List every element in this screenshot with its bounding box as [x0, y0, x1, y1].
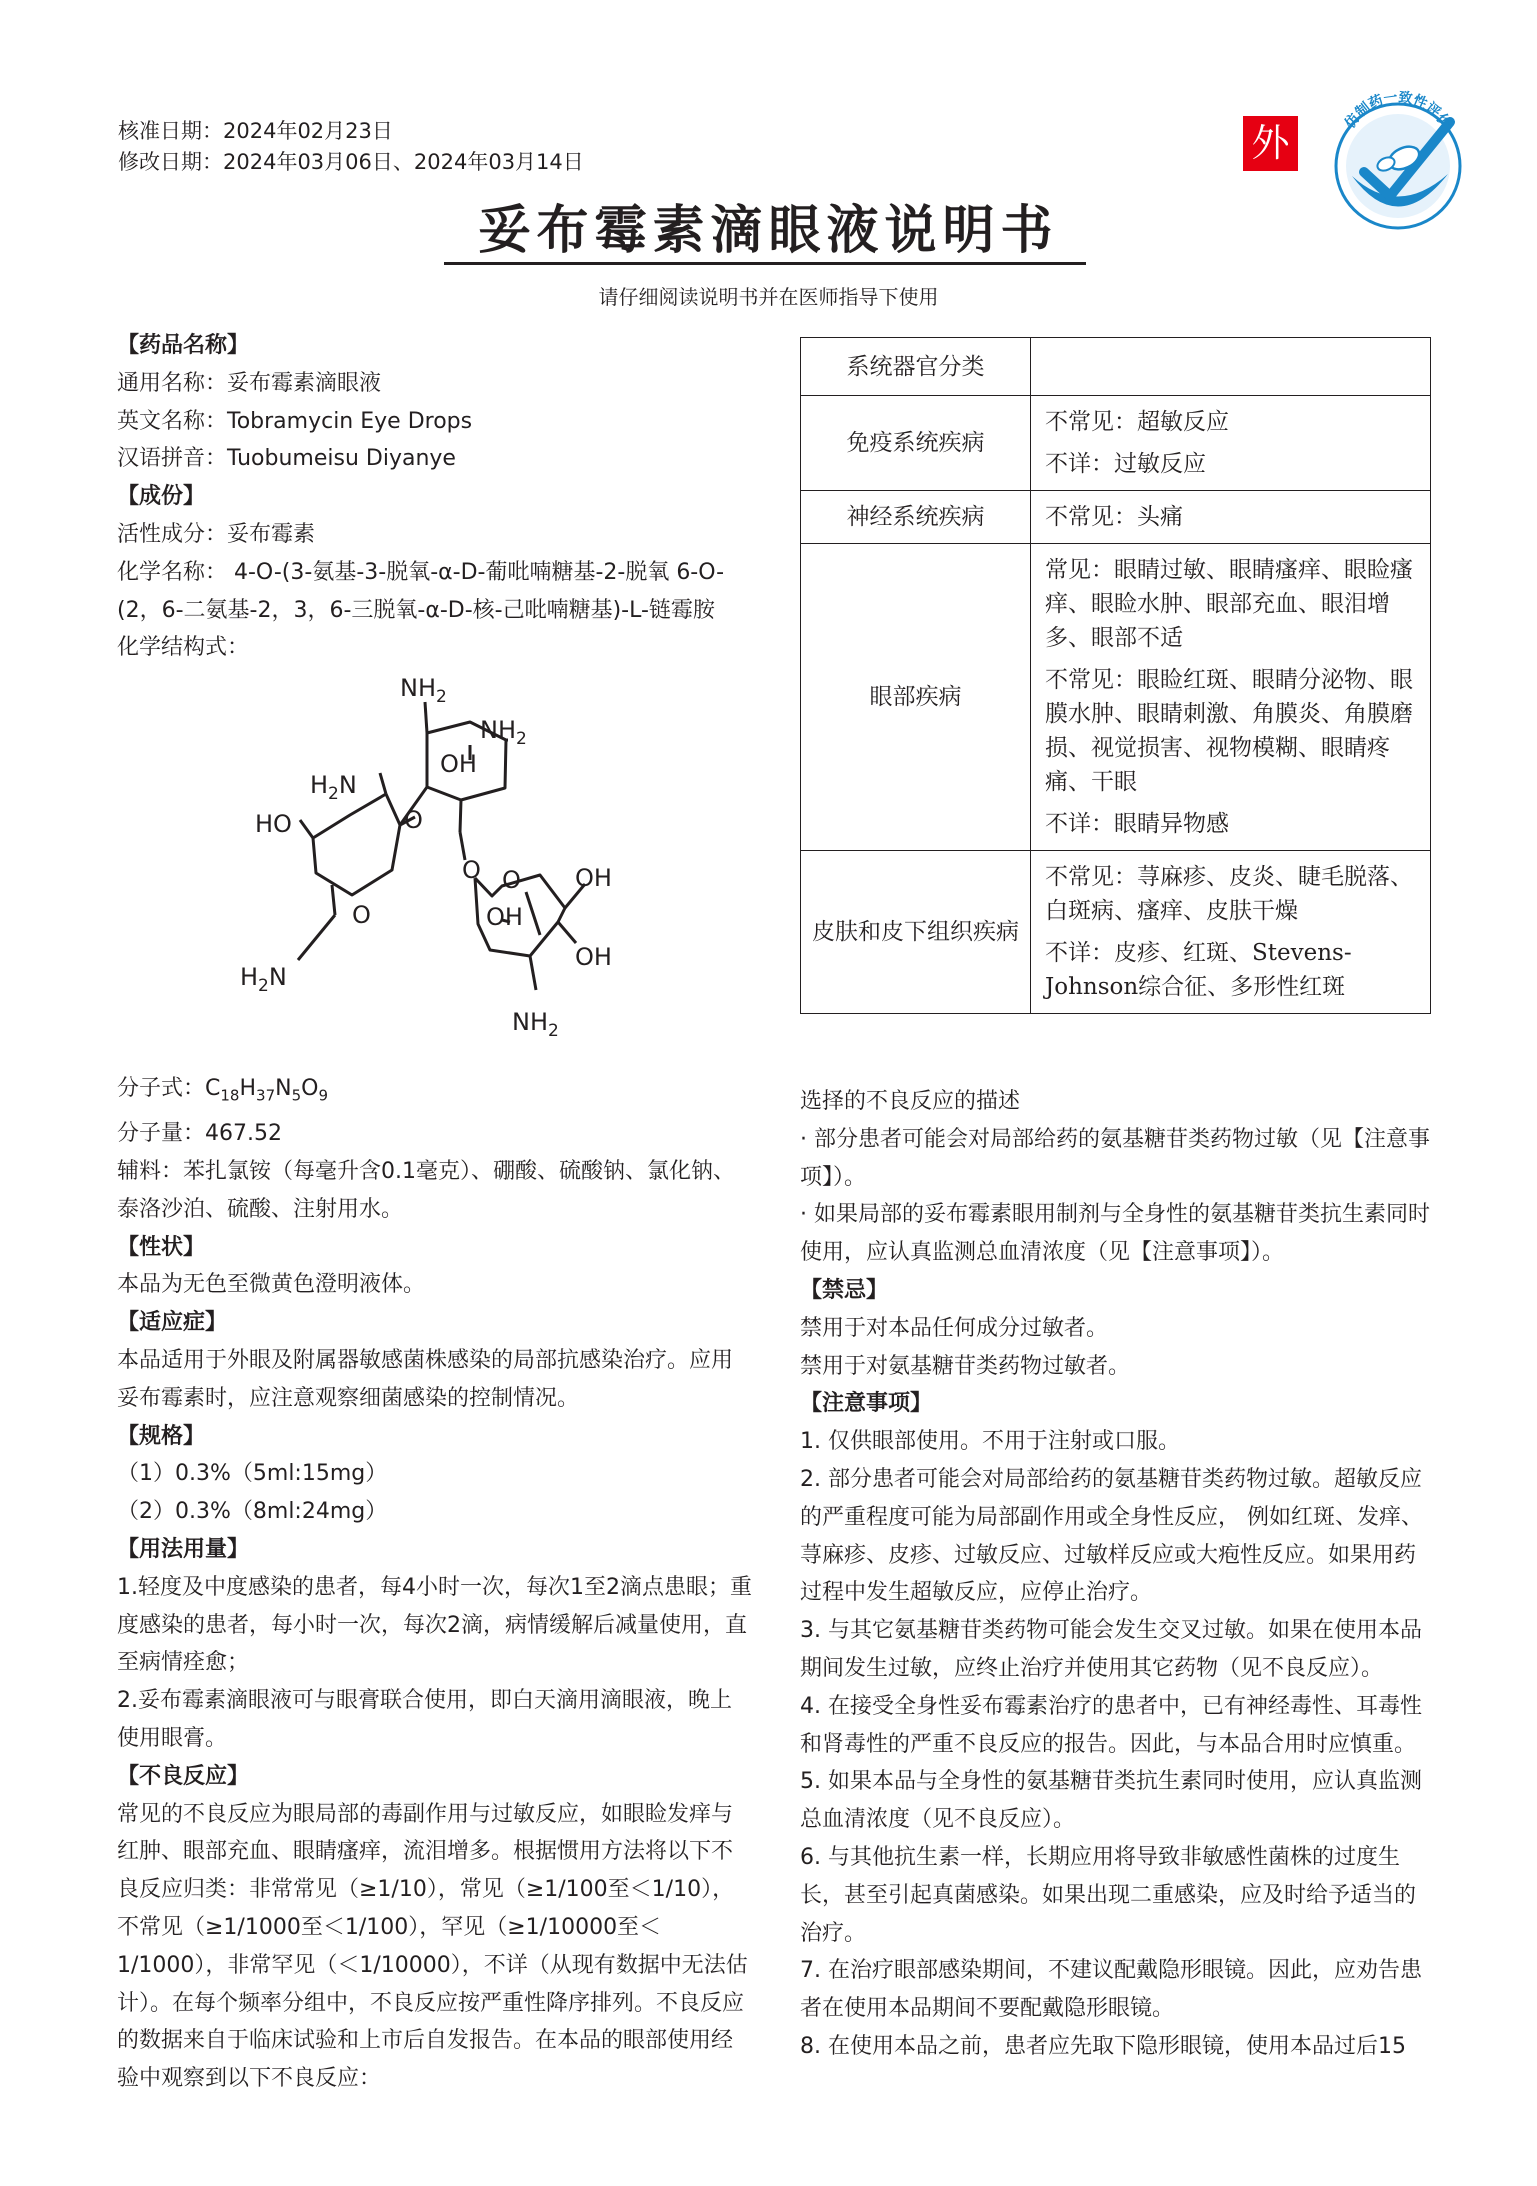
reaction-entry: 不常见：头痛 [1045, 504, 1183, 530]
svg-text:O: O [462, 856, 481, 884]
indications-text: 本品适用于外眼及附属器敏感菌株感染的局部抗感染治疗。应用妥布霉素时，应注意观察细菌感染的控制情况。 [117, 1347, 734, 1411]
precaution-item: 5. 如果本品与全身性的氨基糖苷类抗生素同时使用，应认真监测总血清浓度（见不良反应）。 [800, 1769, 1422, 1833]
precaution-item: 4. 在接受全身性妥布霉素治疗的患者中，已有神经毒性、耳毒性和肾毒性的严重不良反应的报告。因此，与本品合用时应慎重。 [800, 1693, 1422, 1757]
reaction-list [1031, 396, 1431, 491]
table-row [801, 491, 1431, 544]
left-column-bottom [117, 1070, 752, 2098]
molecular-formula: 分子式：$C_{18}H_{37}N_5O_9$ [117, 1076, 329, 1105]
indications-heading: 【适应症】 [117, 1310, 228, 1336]
organ-class: 皮肤和皮下组织疾病 [801, 851, 1031, 1014]
precaution-item: 1. 仅供眼部使用。不用于注射或口服。 [800, 1429, 1180, 1455]
reaction-list [1031, 851, 1431, 1014]
reaction-entry: 不详：眼睛异物感 [1045, 811, 1229, 837]
reaction-entry: 不详：皮疹、红斑、Stevens-Johnson综合征、多形性红斑 [1045, 940, 1352, 1000]
english-name: 英文名称：Tobramycin Eye Drops [117, 408, 473, 434]
excipients: 辅料：苯扎氯铵（每毫升含0.1毫克）、硼酸、硫酸钠、氯化钠、泰洛沙泊、硫酸、注射用水。 [117, 1158, 735, 1222]
svg-text:OH: OH [575, 943, 612, 971]
left-column-top [117, 327, 752, 667]
adverse-reaction-table [800, 337, 1431, 1014]
precaution-item: 7. 在治疗眼部感染期间，不建议配戴隐形眼镜。因此，应劝告患者在使用本品期间不要配戴隐形眼镜。 [800, 1958, 1422, 2022]
organ-class: 眼部疾病 [801, 544, 1031, 851]
adverse-text: 常见的不良反应为眼局部的毒副作用与过敏反应，如眼睑发痒与红肿、眼部充血、眼睛瘙痒，流泪增多。根据惯用方法将以下不良反应归类：非常常见（≥1/10），常见（≥1/100至＜1/10），不常见（≥1/1000至＜1/100），罕见（≥1/10000至＜1/1000），非常罕见（＜1/10000），不详（从现有数据中无法估计）。在每个频率分组中，不良反应按严重性降序排列。不良反应的数据来自于临床试验和上市后自发报告。在本品的眼部使用经验中观察到以下不良反应： [117, 1801, 748, 2092]
precaution-item: 6. 与其他抗生素一样，长期应用将导致非敏感性菌株的过度生长，甚至引起真菌感染。如果出现二重感染，应及时给予适当的治疗。 [800, 1844, 1417, 1946]
drug-name-heading: 【药品名称】 [117, 333, 250, 358]
structure-label: 化学结构式： [117, 635, 250, 661]
active-ingredient: 活性成分：妥布霉素 [117, 521, 316, 547]
properties-text: 本品为无色至微黄色澄明液体。 [117, 1272, 426, 1298]
reaction-entry: 不常见：眼睑红斑、眼睛分泌物、眼膜水肿、眼睛刺激、角膜炎、角膜磨损、视觉损害、视物模糊、眼睛疼痛、干眼 [1045, 667, 1413, 795]
svg-text:仿制药一致性评价: 仿制药一致性评价 [1342, 89, 1454, 132]
generic-name: 通用名称：妥布霉素滴眼液 [117, 370, 382, 396]
svg-text:H2N: $H_2N$ [310, 771, 357, 804]
svg-text:O: O [404, 806, 423, 834]
table-row [801, 544, 1431, 851]
precautions-heading: 【注意事项】 [800, 1391, 933, 1417]
pinyin-name: 汉语拼音：Tuobumeisu Diyanye [117, 446, 456, 472]
revision-date: 修改日期：2024年03月06日、2024年03月14日 [118, 150, 584, 174]
reaction-entry: 不常见：荨麻疹、皮炎、睫毛脱落、白斑病、瘙痒、皮肤干燥 [1045, 864, 1413, 924]
reaction-entry: 常见：眼睛过敏、眼睛瘙痒、眼睑瘙痒、眼睑水肿、眼部充血、眼泪增多、眼部不适 [1045, 557, 1413, 651]
external-use-badge: 外 [1243, 116, 1298, 171]
selected-reactions-heading: 选择的不良反应的描述 [800, 1089, 1021, 1114]
properties-heading: 【性状】 [117, 1234, 206, 1260]
organ-class: 免疫系统疾病 [801, 396, 1031, 491]
organ-class: 神经系统疾病 [801, 491, 1031, 544]
approval-dates [118, 116, 584, 178]
spec-item: （2）0.3%（8ml:24mg） [117, 1499, 388, 1525]
svg-text:NH2: $NH_2$ [480, 716, 527, 749]
title-underline [444, 262, 1086, 265]
svg-text:HO: HO [255, 810, 292, 838]
table-header-cell-empty [1031, 338, 1431, 396]
page-subtitle: 请仔细阅读说明书并在医师指导下使用 [598, 285, 939, 309]
contraindication-item: 禁用于对氨基糖苷类药物过敏者。 [800, 1353, 1131, 1379]
approval-date: 核准日期：2024年02月23日 [118, 119, 393, 143]
specs-heading: 【规格】 [117, 1423, 206, 1449]
dosage-paragraph: 1.轻度及中度感染的患者，每4小时一次，每次1至2滴点患眼；重度感染的患者，每小时一次，每次2滴，病情缓解后减量使用，直至病情痊愈； [117, 1574, 752, 1676]
precaution-item: 8. 在使用本品之前，患者应先取下隐形眼镜，使用本品过后15 [800, 2033, 1406, 2059]
svg-text:O: O [352, 901, 371, 929]
contraindication-item: 禁用于对本品任何成分过敏者。 [800, 1315, 1109, 1341]
chemical-name: 化学名称： 4-O-(3-氨基-3-脱氧-α-D-葡吡喃糖基-2-脱氧 6-O-(2，6-二氨基-2，3，6-三脱氧-α-D-核-己吡喃糖基)-L-链霉胺 [117, 559, 725, 623]
table-row [801, 396, 1431, 491]
molecular-weight: 分子量：467.52 [117, 1121, 282, 1147]
svg-text:NH2: $NH_2$ [512, 1008, 559, 1041]
svg-text:NH2: $NH_2$ [400, 674, 447, 707]
svg-text:OH: OH [575, 864, 612, 892]
selected-reaction: · 部分患者可能会对局部给药的氨基糖苷类药物过敏（见【注意事项】）。 [800, 1126, 1430, 1190]
precaution-item: 3. 与其它氨基糖苷类药物可能会发生交叉过敏。如果在使用本品期间发生过敏，应终止治疗并使用其它药物（见不良反应）。 [800, 1618, 1422, 1681]
table-row [801, 338, 1431, 396]
selected-reaction: · 如果局部的妥布霉素眼用制剂与全身性的氨基糖苷类抗生素同时使用，应认真监测总血清浓度（见【注意事项】）。 [800, 1202, 1430, 1266]
chemical-structure-diagram [240, 660, 640, 1060]
right-column-bottom [800, 1083, 1435, 2066]
page-title: 妥布霉素滴眼液说明书 [478, 201, 1059, 261]
svg-text:OH: OH [486, 903, 523, 931]
svg-text:H2N: $H_2N$ [240, 963, 287, 996]
contraindications-heading: 【禁忌】 [800, 1277, 889, 1303]
reaction-list [1031, 491, 1431, 544]
reaction-list [1031, 544, 1431, 851]
reaction-entry: 不常见：超敏反应 [1045, 409, 1229, 435]
spec-item: （1）0.3%（5ml:15mg） [117, 1461, 388, 1487]
precaution-item: 2. 部分患者可能会对局部给药的氨基糖苷类药物过敏。超敏反应的严重程度可能为局部副作用或全身性反应， 例如红斑、发痒、荨麻疹、皮疹、过敏反应、过敏样反应或大疱性反应。如果用药过程中发生超敏反应，应停止治疗。 [800, 1466, 1423, 1606]
dosage-heading: 【用法用量】 [117, 1536, 250, 1562]
dosage-paragraph: 2.妥布霉素滴眼液可与眼膏联合使用，即白天滴用滴眼液，晚上使用眼膏。 [117, 1688, 732, 1751]
svg-text:OH: OH [440, 750, 477, 778]
table-header-cell: 系统器官分类 [801, 338, 1031, 396]
composition-heading: 【成份】 [117, 484, 206, 510]
reaction-entry: 不详：过敏反应 [1045, 451, 1206, 477]
table-row [801, 851, 1431, 1014]
adverse-heading: 【不良反应】 [117, 1763, 250, 1789]
svg-text:O: O [502, 866, 521, 894]
